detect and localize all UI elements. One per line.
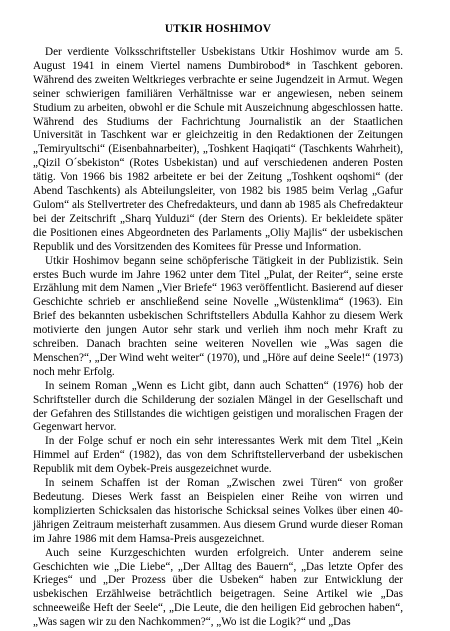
document-title: UTKIR HOSHIMOV xyxy=(164,23,272,35)
paragraph-between-two-doors: In seinem Schaffen ist der Roman „Zwischen zwei Türen“ von großer Bedeutung. Dieses Werk fasst an Beispielen einer Reihe von wirren und komplizierten Schicksalen das historische Schicksal seines Volkes über einen 40-jährigen Zeitraum meisterhaft zusammen. Aus diesem Grund wurde dieser Roman im Jahre 1986 mit dem Hamsa-Preis ausgezeichnet. xyxy=(33,477,403,545)
paragraph-no-heaven-on-earth: In der Folge schuf er noch ein sehr interessantes Werk mit dem Titel „Kein Himmel auf Erden“ (1982), das von dem Schriftstellerverband der usbekischen Republik mit dem Oybek-Preis ausgezeichnet wurde. xyxy=(33,435,403,476)
paragraph-short-stories: Auch seine Kurzgeschichten wurden erfolgreich. Unter anderem seine Geschichten wie „Die Liebe“, „Der Alltag des Bauern“, „Das letzte Opfer des Krieges“ und „Der Prozess über die Usbeken“ haben zur Entwicklung der usbekischen Erzählweise beträchtlich beigetragen. Seine Artikel wie „Das schneeweiße Heft der Seele“, „Die Leute, die den heiligen Eid gebrochen haben“, „Was sagen wir zu den Nachkommen?“, „Wo ist die Logik?“ und „Das xyxy=(33,546,403,629)
paragraph-novel-light-shadow: In seinem Roman „Wenn es Licht gibt, dann auch Schatten“ (1976) hob der Schriftsteller durch die Schilderung der sozialen Mängel in der Gesellschaft und der Gefahren des Stillstandes die wichtigen geistigen und moralischen Fragen der Gegenwart hervor. xyxy=(33,379,403,434)
paragraph-early-works: Utkir Hoshimov begann seine schöpferische Tätigkeit in der Publizistik. Sein erstes Buch wurde im Jahre 1962 unter dem Titel „Pulat, der Reiter“, seine erste Erzählung mit dem Namen „Vier Briefe“ 1963 veröffentlicht. Basierend auf dieser Geschichte schrieb er anschließend seine Novelle „Wüstenklima“ (1963). Ein Brief des bekannten usbekischen Schriftstellers Abdulla Kahhor zu diesem Werk motivierte den jungen Autor sehr stark und verlieh ihm noch mehr Kraft zu schreiben. Danach brachten seine weiteren Novellen wie „Was sagen die Menschen?“, „Der Wind weht weiter“ (1970), und „Höre auf deine Seele!“ (1973) noch mehr Erfolg. xyxy=(33,254,403,378)
paragraph-biography: Der verdiente Volksschriftsteller Usbekistans Utkir Hoshimov wurde am 5. August 1941 in einem Viertel namens Dumbirobod* in Taschkent geboren. Während des zweiten Weltkrieges verbrachte er seine Jugendzeit in Armut. Wegen seiner schwierigen familiären Verhältnisse war er angewiesen, neben seinem Studium zu arbeiten, obwohl er die Schule mit Auszeichnung abgeschlossen hatte. Während des Studiums der Fachrichtung Journalistik an der Staatlichen Universität in Taschkent war er gleichzeitig in den Redaktionen der Zeitungen „Temiryultschi“ (Eisenbahnarbeiter), „Toshkent Haqiqati“ (Taschkents Wahrheit), „Qizil O´sbekiston“ (Rotes Usbekistan) und auf verschiedenen anderen Posten tätig. Von 1966 bis 1982 arbeitete er bei der Zeitung „Toshkent oqshomi“ (der Abend Taschkents) als Abteilungsleiter, von 1982 bis 1985 beim Verlag „Gafur Gulom“ als Stellvertreter des Chefredakteurs, und dann ab 1985 als Chefredakteur bei der Zeitschrift „Sharq Yulduzi“ (der Stern des Orients). Er bekleidete später die Positionen eines Abgeordneten des Parlaments „Oliy Majlis“ der usbekischen Republik und des Vorsitzenden des Komitees für Presse und Information. xyxy=(33,46,403,253)
document-page xyxy=(33,22,403,630)
